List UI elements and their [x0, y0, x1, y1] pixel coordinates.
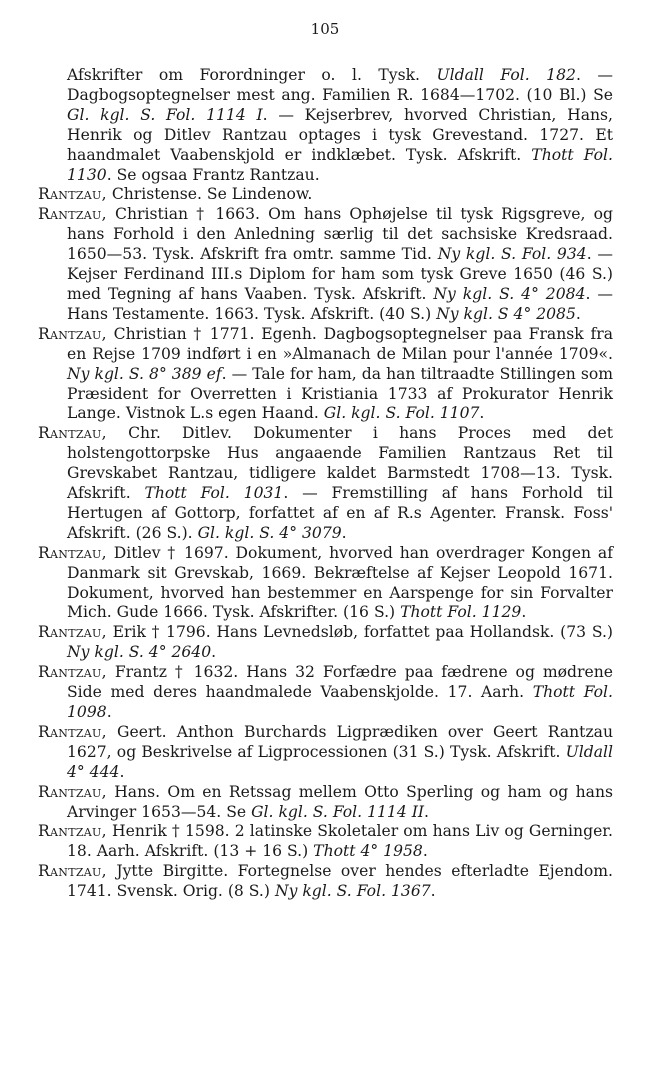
- entry-text: Afskrifter om Forordninger o. l. Tysk.: [67, 66, 437, 84]
- entry-text: . Se ogsaa Frantz Rantzau.: [106, 165, 320, 184]
- entry-text: Christense. Se Lindenow.: [106, 185, 313, 204]
- manuscript-reference: Ny kgl. S. 4° 2084: [433, 284, 586, 303]
- manuscript-reference: Gl. kgl. S. 4° 3079: [197, 523, 342, 542]
- entry-heading: Rantzau,: [38, 623, 107, 642]
- entry-text: .: [422, 842, 428, 861]
- entry-heading: Rantzau,: [38, 782, 107, 801]
- entry-text: Christian † 1771. Egenh. Dagbogsoptegnelser paa Fransk fra en Rejse 1709 indført i en »Almanach de Milan pour l'année 1709«.: [67, 324, 613, 363]
- entry-text: Christian † 1663. Om hans Ophøjelse til tysk Rigsgreve, og hans Forhold i den Anledning særlig til det sachsiske Kredsraad. 1650—53. Tysk. Afskrift fra omtr. samme Tid.: [67, 205, 613, 264]
- entry-text: Henrik † 1598. 2 latinske Skoletaler om hans Liv og Gerninger. 18. Aarh. Afskrift. (13 + 16 S.): [67, 822, 613, 861]
- entry-text: .: [119, 762, 125, 781]
- manuscript-reference: Thott Fol. 1031: [144, 484, 284, 503]
- catalog-entry: [38, 822, 613, 862]
- entry-text: . — Tale for ham, da han tiltraadte Stillingen som Præsident for Overretten i Kristiania 1733 af Prokurator Henrik Lange. Vistnok L.s egen Haand.: [67, 364, 613, 423]
- catalog-entry: [38, 185, 613, 205]
- entry-heading: Rantzau,: [38, 663, 107, 682]
- catalog-entry: [38, 723, 613, 783]
- entry-text: . — Hans Testamente. 1663. Tysk. Afskrift. (40 S.): [67, 284, 613, 323]
- entry-text: .: [479, 404, 485, 423]
- manuscript-reference: Gl. kgl. S. Fol. 1114 II: [251, 802, 425, 821]
- entry-text: .: [430, 882, 436, 901]
- catalog-entry: [38, 325, 613, 425]
- entry-heading: Rantzau,: [38, 185, 107, 204]
- manuscript-reference: Uldall 4° 444: [67, 742, 613, 781]
- catalog-entry: [38, 544, 613, 624]
- entry-heading: Rantzau,: [38, 205, 107, 224]
- entry-heading: Rantzau,: [38, 543, 107, 562]
- entry-text: Ditlev † 1697. Dokument, hvorved han overdrager Kongen af Danmark sit Grevskab, 1669. Bekræftelse af Kejser Leopold 1671. Dokument, hvorved han bestemmer en Aarspenge for sin Forvalter Mich. Gude 1666. Tysk. Afskrifter. (16 S.): [67, 543, 613, 622]
- entry-heading: Rantzau,: [38, 424, 107, 443]
- manuscript-reference: Ny kgl. S. Fol. 934: [437, 245, 587, 264]
- manuscript-reference: Ny kgl. S. Fol. 1367: [274, 882, 431, 901]
- manuscript-reference: Thott Fol. 1130: [67, 145, 614, 184]
- entry-text: . — Dagbogsoptegnelser mest ang. Familien R. 1684—1702. (10 Bl.) Se: [67, 66, 613, 104]
- manuscript-reference: Ny kgl. S. 8° 389 ef: [67, 364, 222, 383]
- entry-text: . — Kejser Ferdinand III.s Diplom for ham som tysk Greve 1650 (46 S.) med Tegning af hans Vaaben. Tysk. Afskrift.: [67, 245, 613, 303]
- manuscript-reference: Ny kgl. S. 4° 2640: [67, 643, 212, 662]
- entry-heading: Rantzau,: [38, 822, 107, 841]
- entry-text: . — Kejserbrev, hvorved Christian, Hans, Henrik og Ditlev Rantzau optages i tysk Grevestand. 1727. Et haandmalet Vaabenskjold er indklæbet. Tysk. Afskrift.: [67, 105, 613, 164]
- entry-text: Erik † 1796. Hans Levnedsløb, forfattet paa Hollandsk. (73 S.): [106, 623, 613, 642]
- manuscript-reference: Thott Fol. 1129: [400, 603, 522, 622]
- page-number: 105: [310, 20, 340, 38]
- entry-text: . — Fremstilling af hans Forhold til Hertugen af Gottorp, forfattet af en af R.s Agenter. Fransk. Foss' Afskrift. (26 S.).: [67, 484, 613, 542]
- entry-text: Frantz † 1632. Hans 32 Forfædre paa fædrene og mødrene Side med deres haandmalede Vaabenskjolde. 17. Aarh.: [67, 663, 613, 702]
- entry-text: .: [341, 523, 347, 542]
- entry-text: Hans. Om en Retssag mellem Otto Sperling og ham og hans Arvinger 1653—54. Se: [67, 782, 613, 821]
- manuscript-reference: Thott Fol. 1098: [67, 683, 613, 721]
- catalog-entry: [38, 623, 613, 663]
- entry-heading: Rantzau,: [38, 722, 107, 741]
- entry-text: .: [575, 304, 581, 323]
- catalog-entry: [38, 862, 613, 902]
- entry-continuation: [38, 66, 613, 185]
- manuscript-reference: Gl. kgl. S. Fol. 1107: [323, 404, 480, 423]
- manuscript-reference: Thott 4° 1958: [313, 842, 423, 861]
- catalog-entry: [38, 205, 613, 324]
- entry-text: .: [106, 703, 112, 721]
- catalog-entry: [38, 783, 613, 823]
- entry-heading: Rantzau,: [38, 324, 107, 343]
- catalog-entry: [38, 663, 613, 723]
- entry-text: Chr. Ditlev. Dokumenter i hans Proces med det holstengottorpske Hus angaaende Familien Rantzaus Ret til Grevskabet Rantzau, tidligere kaldet Barmstedt 1708—13. Tysk. Afskrift.: [67, 424, 613, 503]
- catalog-entries: [38, 66, 613, 902]
- catalog-entry: [38, 424, 613, 543]
- manuscript-reference: Ny kgl. S 4° 2085: [436, 304, 576, 323]
- entry-text: .: [521, 603, 527, 622]
- entry-text: .: [424, 802, 430, 821]
- entry-heading: Rantzau,: [38, 862, 107, 881]
- manuscript-reference: Uldall Fol. 182: [436, 66, 576, 84]
- entry-text: .: [211, 643, 217, 662]
- manuscript-reference: Gl. kgl. S. Fol. 1114 I: [67, 105, 263, 124]
- entry-text: Geert. Anthon Burchards Ligprædiken over Geert Rantzau 1627, og Beskrivelse af Ligprocessionen (31 S.) Tysk. Afskrift.: [67, 722, 613, 761]
- entry-text: Jytte Birgitte. Fortegnelse over hendes efterladte Ejendom. 1741. Svensk. Orig. (8 S.): [67, 862, 613, 901]
